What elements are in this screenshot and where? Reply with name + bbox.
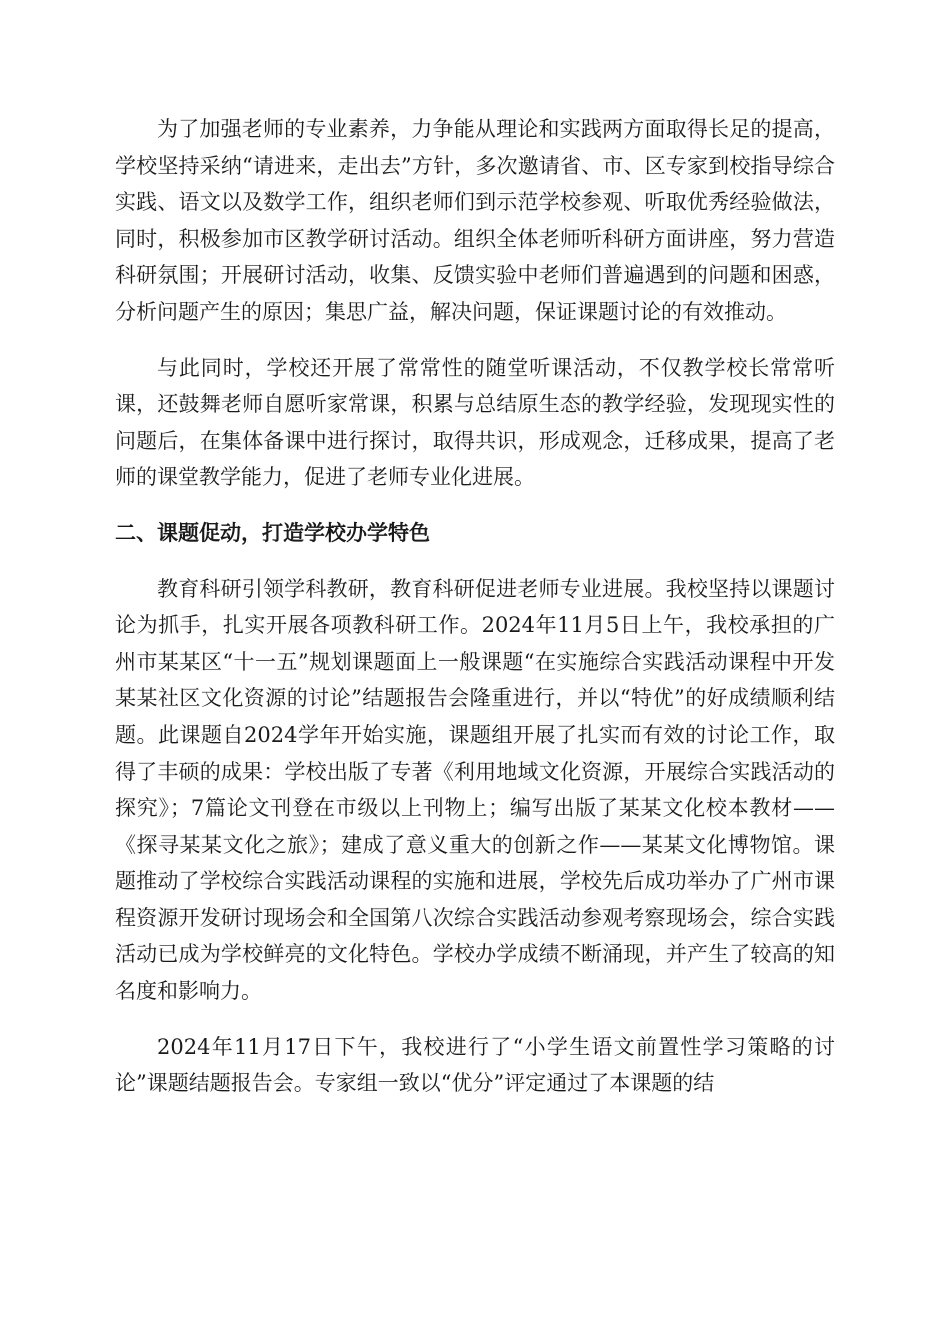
paragraph-chinese-project: 2024年11月17日下午，我校进行了“小学生语文前置性学习策略的讨论”课题结题报告会。专家组一致以“优分”评定通过了本课题的结 xyxy=(115,1034,835,1096)
paragraph-teacher-training: 为了加强老师的专业素养，力争能从理论和实践两方面取得长足的提高，学校坚持采纳“请进来，走出去”方针，多次邀请省、市、区专家到校指导综合实践、语文以及数学工作，组织老师们到示范学校参观、听取优秀经验做法，同时，积极参加市区教学研讨活动。组织全体老师听科研方面讲座，努力营造科研氛围；开展研讨活动，收集、反馈实验中老师们普遍遇到的问题和困惑，分析问题产生的原因；集思广益，解决问题，保证课题讨论的有效推动。 xyxy=(115,117,835,324)
document-body xyxy=(115,111,835,1102)
paragraph-research-project: 教育科研引领学科教研，教育科研促进老师专业进展。我校坚持以课题讨论为抓手，扎实开展各项教科研工作。2024年11月5日上午，我校承担的广州市某某区“十一五”规划课题面上一般课题“在实施综合实践活动课程中开发某某社区文化资源的讨论”结题报告会隆重进行，并以“特优”的好成绩顺利结题。此课题自2024学年开始实施，课题组开展了扎实而有效的讨论工作，取得了丰硕的成果：学校出版了专著《利用地域文化资源，开展综合实践活动的探究》；7篇论文刊登在市级以上刊物上；编写出版了某某文化校本教材——《探寻某某文化之旅》；建成了意义重大的创新之作——某某文化博物馆。课题推动了学校综合实践活动课程的实施和进展，学校先后成功举办了广州市课程资源开发研讨现场会和全国第八次综合实践活动参观考察现场会，综合实践活动已成为学校鲜亮的文化特色。学校办学成绩不断涌现，并产生了较高的知名度和影响力。 xyxy=(115,576,835,1004)
paragraph-lesson-observation: 与此同时，学校还开展了常常性的随堂听课活动，不仅教学校长常常听课，还鼓舞老师自愿听家常课，积累与总结原生态的教学经验，发现现实性的问题后，在集体备课中进行探讨，取得共识，形成观念，迁移成果，提高了老师的课堂教学能力，促进了老师专业化进展。 xyxy=(115,355,835,490)
section-heading: 二、课题促动，打造学校办学特色 xyxy=(115,519,430,545)
